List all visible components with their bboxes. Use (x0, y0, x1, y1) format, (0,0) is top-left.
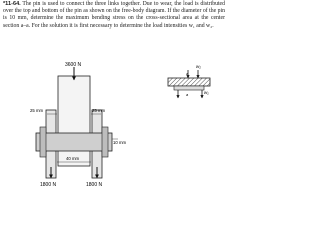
section-a-bottom-label: a (186, 92, 189, 97)
top-load-label: 3600 N (65, 62, 82, 68)
section-a-top-label: a (186, 71, 189, 76)
w2-label: w₂ (196, 64, 201, 69)
bottom-left-load-label: 1800 N (40, 182, 57, 188)
problem-text: The pin is used to connect the three links together. Due to wear, the load is distributed over the top and bottom of the pin as shown on the free-body diagram. If the diameter of the pin is 10 mm, determine the maximum bending stress on the cross-sectional area at the center section a–a. For the solution it is first necessary to determine the load intensities w₁ and w₂. (3, 1, 225, 29)
center-width-label: 40 mm (66, 156, 80, 161)
left-width-label: 25 mm (30, 108, 44, 113)
diameter-label: 10 mm (113, 140, 127, 145)
w1-label: w₁ (204, 90, 209, 95)
center-link (58, 76, 90, 166)
right-width-label: 25 mm (92, 108, 106, 113)
problem-number: *11-64. (3, 1, 21, 7)
bottom-right-load-label: 1800 N (86, 182, 103, 188)
